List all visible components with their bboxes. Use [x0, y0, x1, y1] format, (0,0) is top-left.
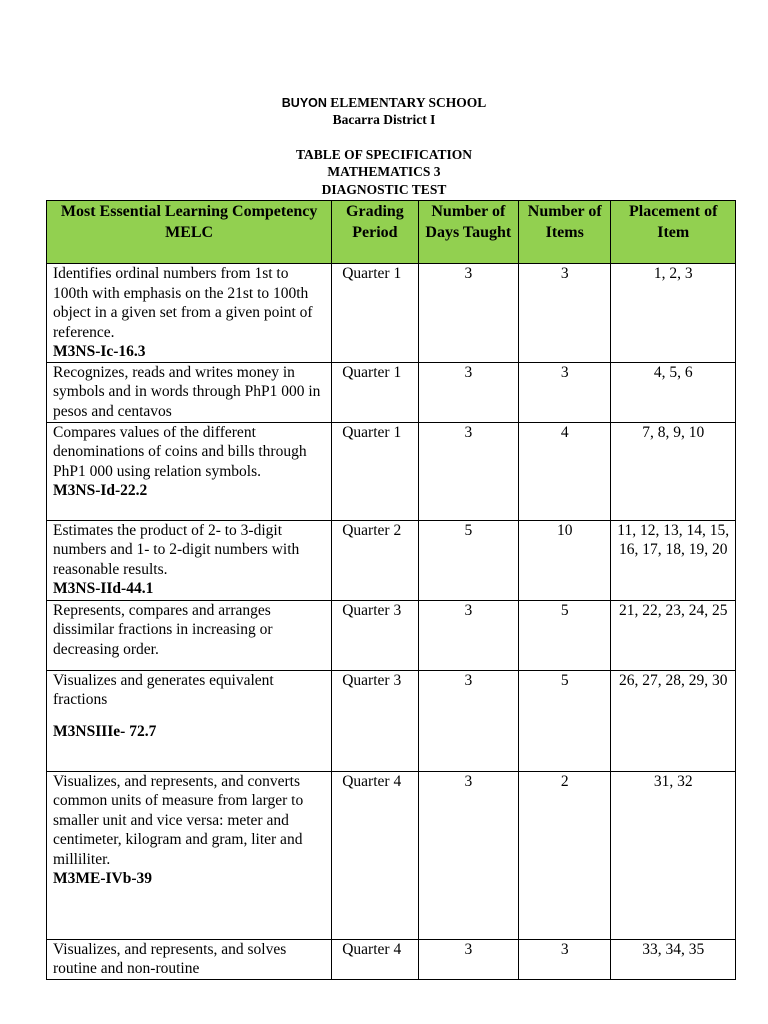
table-row	[47, 600, 736, 670]
number-of-items-cell: 4	[519, 422, 611, 520]
number-of-items-cell: 10	[519, 520, 611, 600]
school-name-prefix: BUYON	[281, 96, 327, 110]
competency-cell	[47, 600, 332, 670]
competency-cell	[47, 422, 332, 520]
district-name: Bacarra District I	[332, 112, 436, 127]
grading-period-cell: Quarter 4	[332, 939, 418, 979]
grading-period-cell: Quarter 4	[332, 771, 418, 939]
school-name-rest: ELEMENTARY SCHOOL	[326, 95, 487, 110]
competency-cell	[47, 670, 332, 771]
number-of-items-cell: 3	[519, 362, 611, 422]
table-row	[47, 771, 736, 939]
number-of-items-cell: 3	[519, 939, 611, 979]
column-header-days-taught: Number of Days Taught	[418, 201, 518, 264]
table-row	[47, 670, 736, 771]
competency-text: Identifies ordinal numbers from 1st to 100th with emphasis on the 21st to 100th object in a given set from a given point of reference.	[53, 265, 313, 341]
column-header-number-of-items: Number of Items	[519, 201, 611, 264]
competency-code: M3NS-Id-22.2	[53, 482, 148, 499]
table-row	[47, 264, 736, 363]
placement-cell: 21, 22, 23, 24, 25	[611, 600, 736, 670]
number-of-items-cell: 5	[519, 600, 611, 670]
days-taught-cell: 3	[418, 264, 518, 363]
table-row	[47, 520, 736, 600]
days-taught-cell: 3	[418, 362, 518, 422]
placement-cell: 11, 12, 13, 14, 15, 16, 17, 18, 19, 20	[611, 520, 736, 600]
placement-cell: 7, 8, 9, 10	[611, 422, 736, 520]
number-of-items-cell: 5	[519, 670, 611, 771]
days-taught-cell: 3	[418, 771, 518, 939]
table-header-row	[47, 201, 736, 264]
placement-cell: 33, 34, 35	[611, 939, 736, 979]
competency-code: M3NS-Ic-16.3	[53, 343, 146, 360]
competency-cell	[47, 520, 332, 600]
number-of-items-cell: 3	[519, 264, 611, 363]
school-name	[0, 95, 768, 111]
grading-period-cell: Quarter 1	[332, 362, 418, 422]
grading-period-cell: Quarter 1	[332, 422, 418, 520]
competency-code: M3ME-IVb-39	[53, 870, 153, 887]
grading-period-cell: Quarter 3	[332, 600, 418, 670]
grading-period-cell: Quarter 2	[332, 520, 418, 600]
subject-title: MATHEMATICS 3	[327, 164, 441, 179]
number-of-items-cell: 2	[519, 771, 611, 939]
competency-text: Recognizes, reads and writes money in symbols and in words through PhP1 000 in pesos and centavos	[53, 363, 321, 420]
competency-cell	[47, 362, 332, 422]
table-row	[47, 422, 736, 520]
competency-cell	[47, 939, 332, 979]
days-taught-cell: 5	[418, 520, 518, 600]
column-header-competency: Most Essential Learning Competency MELC	[47, 201, 332, 264]
competency-text: Estimates the product of 2- to 3-digit numbers and 1- to 2-digit numbers with reasonable results.	[53, 521, 300, 578]
column-header-placement: Placement of Item	[611, 201, 736, 264]
competency-code: M3NS-IId-44.1	[53, 580, 154, 597]
competency-cell	[47, 264, 332, 363]
competency-text: Represents, compares and arranges dissimilar fractions in increasing or decreasing order.	[53, 601, 273, 658]
competency-text: Visualizes, and represents, and converts common units of measure from larger to smaller unit and vice versa: meter and centimeter, kilogram and gram, liter and milliliter.	[53, 772, 304, 868]
placement-cell: 31, 32	[611, 771, 736, 939]
column-header-grading-period: Grading Period	[332, 201, 418, 264]
competency-text: Visualizes, and represents, and solves routine and non-routine	[53, 940, 287, 977]
days-taught-cell: 3	[418, 600, 518, 670]
days-taught-cell: 3	[418, 670, 518, 771]
placement-cell: 1, 2, 3	[611, 264, 736, 363]
days-taught-cell: 3	[418, 939, 518, 979]
days-taught-cell: 3	[418, 422, 518, 520]
placement-cell: 26, 27, 28, 29, 30	[611, 670, 736, 771]
grading-period-cell: Quarter 3	[332, 670, 418, 771]
placement-cell: 4, 5, 6	[611, 362, 736, 422]
test-title: DIAGNOSTIC TEST	[321, 182, 447, 197]
competency-text: Compares values of the different denominations of coins and bills through PhP1 000 using relation symbols.	[53, 423, 307, 480]
specification-table	[46, 200, 736, 980]
competency-text: Visualizes and generates equivalent fractions	[53, 671, 274, 708]
table-row	[47, 362, 736, 422]
document-title: TABLE OF SPECIFICATION	[295, 147, 473, 162]
competency-code: M3NSIIIe- 72.7	[53, 722, 157, 740]
competency-cell	[47, 771, 332, 939]
table-row	[47, 939, 736, 979]
grading-period-cell: Quarter 1	[332, 264, 418, 363]
